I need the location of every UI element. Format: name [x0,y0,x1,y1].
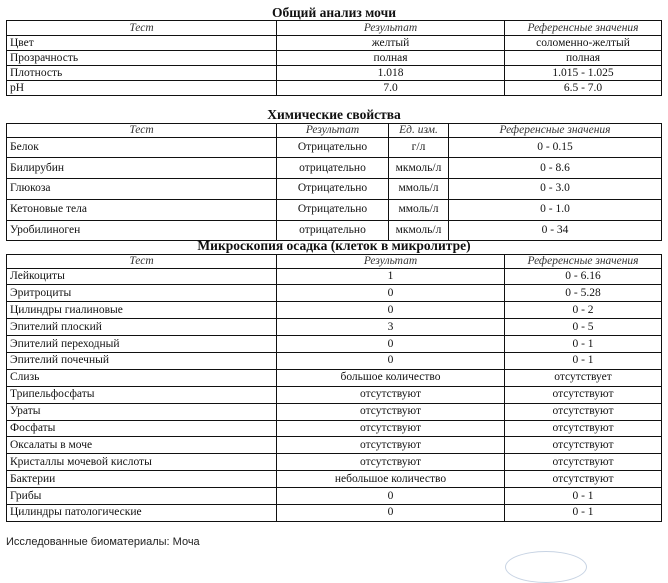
table-cell: Цилиндры патологические [7,504,277,521]
table-cell: Эпителий почечный [7,352,277,369]
table-cell: Кристаллы мочевой кислоты [7,454,277,471]
table-cell: Плотность [7,66,277,81]
table-cell: 0 - 3.0 [449,179,662,200]
table-cell: 0 - 0.15 [449,137,662,158]
table-row [7,319,662,336]
col-header-test: Тест [7,21,277,36]
table-cell: Белок [7,137,277,158]
table-cell: 0 - 1 [505,488,662,505]
table-cell: 0 - 1 [505,336,662,353]
col-header-unit: Ед. изм. [389,123,449,137]
table-cell: Уробилиноген [7,220,277,241]
table-cell: 1.018 [277,66,505,81]
table-row [7,454,662,471]
biomaterial-footer: Исследованные биоматериалы: Моча [6,536,200,548]
table-cell: 1 [277,268,505,285]
table-cell: Отрицательно [277,199,389,220]
table-cell: 0 - 8.6 [449,158,662,179]
table-cell: 0 - 1 [505,352,662,369]
table-cell: отсутствуют [277,386,505,403]
table-row [7,437,662,454]
table-cell: 6.5 - 7.0 [505,81,662,96]
table-cell: Трипельфосфаты [7,386,277,403]
table-cell: отсутствуют [505,386,662,403]
table-cell: отсутствуют [505,454,662,471]
table-cell: Прозрачность [7,51,277,66]
table-row [7,268,662,285]
table-cell: Отрицательно [277,137,389,158]
table-cell: 0 [277,302,505,319]
col-header-reference: Референсные значения [505,254,662,268]
table-cell: 0 - 5.28 [505,285,662,302]
section-title-microscopy: Микроскопия осадка (клеток в микролитре) [197,238,471,253]
table-cell: 0 - 1.0 [449,199,662,220]
table-cell: отсутствуют [505,437,662,454]
table-row [7,352,662,369]
table-row [7,66,662,81]
table-cell: Цвет [7,36,277,51]
table-cell: отрицательно [277,158,389,179]
table-cell: отрицательно [277,220,389,241]
table-cell: 0 [277,488,505,505]
table-cell: 0 - 5 [505,319,662,336]
table-cell: Глюкоза [7,179,277,200]
col-header-test: Тест [7,123,277,137]
table-cell: отсутствуют [505,403,662,420]
table-cell: Бактерии [7,471,277,488]
table-row [7,386,662,403]
table-row [7,504,662,521]
col-header-reference: Референсные значения [505,21,662,36]
table-cell: полная [277,51,505,66]
col-header-reference: Референсные значения [449,123,662,137]
table-cell: ммоль/л [389,199,449,220]
table-cell: мкмоль/л [389,220,449,241]
table-row [7,369,662,386]
table-cell: Эпителий плоский [7,319,277,336]
table-cell: 0 [277,336,505,353]
table-cell: полная [505,51,662,66]
table-cell: Отрицательно [277,179,389,200]
table-cell: 0 [277,504,505,521]
table-row [7,81,662,96]
table-cell: 0 - 6.16 [505,268,662,285]
table-cell: большое количество [277,369,505,386]
table-cell: отсутствуют [277,437,505,454]
table-cell: ммоль/л [389,179,449,200]
microscopy-table [6,238,662,522]
table-cell: небольшое количество [277,471,505,488]
table-cell: Лейкоциты [7,268,277,285]
table-cell: отсутствуют [277,403,505,420]
table-cell: Эпителий переходный [7,336,277,353]
col-header-result: Результат [277,254,505,268]
chemical-properties-table [6,107,662,241]
col-header-result: Результат [277,123,389,137]
table-cell: отсутствует [505,369,662,386]
table-cell: 0 [277,285,505,302]
table-row [7,471,662,488]
table-cell: Оксалаты в моче [7,437,277,454]
table-row [7,51,662,66]
table-cell: 3 [277,319,505,336]
table-row [7,158,662,179]
table-cell: Грибы [7,488,277,505]
table-cell: 0 - 34 [449,220,662,241]
col-header-result: Результат [277,21,505,36]
table-cell: 1.015 - 1.025 [505,66,662,81]
stamp-seal [505,551,587,583]
table-cell: мкмоль/л [389,158,449,179]
table-cell: 7.0 [277,81,505,96]
col-header-test: Тест [7,254,277,268]
section-title-general: Общий анализ мочи [272,6,396,20]
table-cell: соломенно-желтый [505,36,662,51]
table-cell: г/л [389,137,449,158]
table-cell: отсутствуют [505,420,662,437]
table-row [7,302,662,319]
table-row [7,36,662,51]
table-cell: Слизь [7,369,277,386]
table-cell: желтый [277,36,505,51]
table-row [7,403,662,420]
table-row [7,336,662,353]
table-cell: Билирубин [7,158,277,179]
table-row [7,420,662,437]
table-row [7,179,662,200]
table-cell: Кетоновые тела [7,199,277,220]
table-row [7,137,662,158]
table-cell: Цилиндры гиалиновые [7,302,277,319]
table-cell: 0 - 1 [505,504,662,521]
table-row [7,488,662,505]
section-title-chemical: Химические свойства [267,107,401,122]
general-analysis-table [6,6,662,96]
table-cell: 0 [277,352,505,369]
table-row [7,199,662,220]
table-cell: отсутствуют [505,471,662,488]
table-row [7,285,662,302]
table-cell: отсутствуют [277,454,505,471]
table-cell: отсутствуют [277,420,505,437]
table-cell: Эритроциты [7,285,277,302]
table-cell: pH [7,81,277,96]
table-cell: Ураты [7,403,277,420]
table-cell: 0 - 2 [505,302,662,319]
table-cell: Фосфаты [7,420,277,437]
